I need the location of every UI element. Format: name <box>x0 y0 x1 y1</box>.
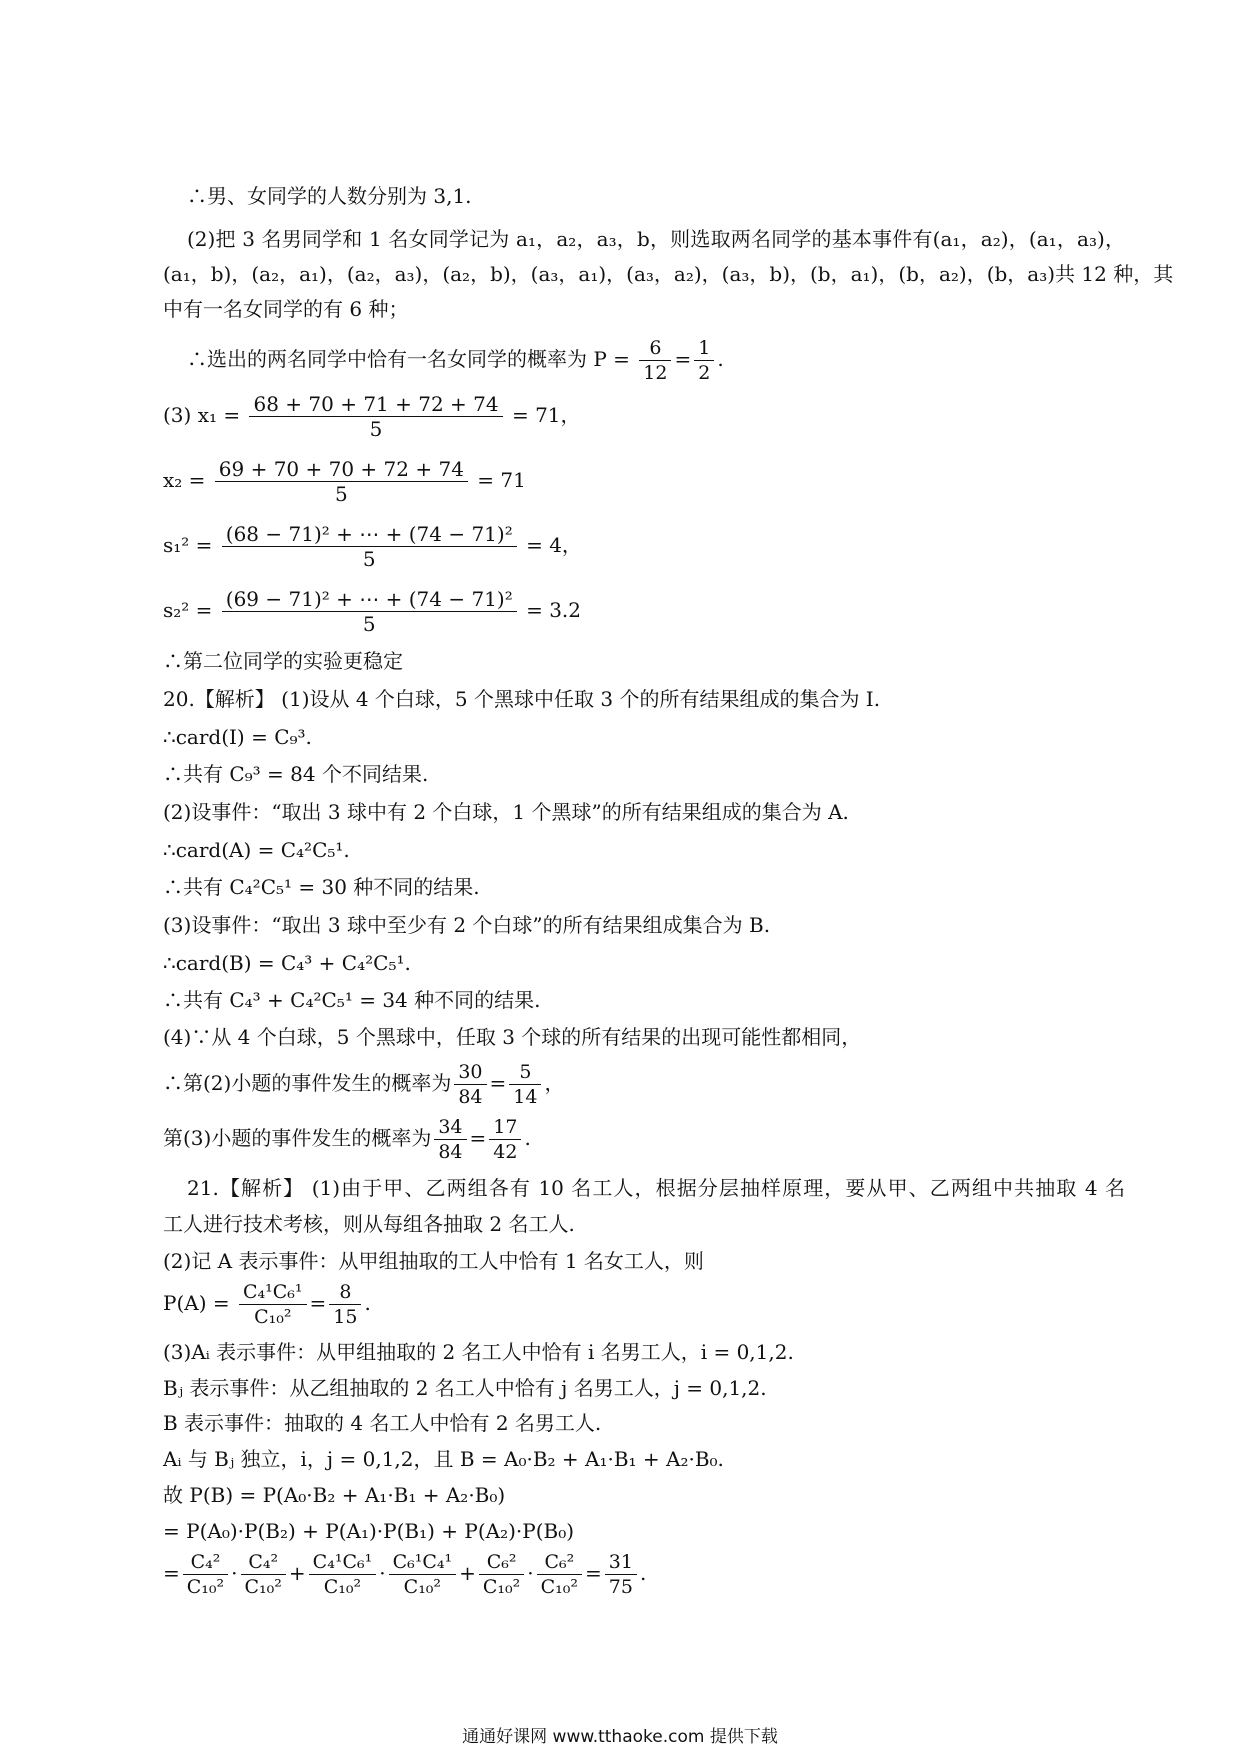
text-line: 20.【解析】 (1)设从 4 个白球，5 个黑球中任取 3 个的所有结果组成的集合为 I. <box>163 687 881 711</box>
fraction <box>222 587 517 636</box>
text-line: Aᵢ 与 Bⱼ 独立，i，j = 0,1,2，且 B = A₀·B₂ + A₁·B₁ + A₂·B₀. <box>163 1447 724 1471</box>
denominator: 2 <box>694 360 714 385</box>
denominator: 84 <box>434 1139 466 1164</box>
denominator: 5 <box>222 611 517 636</box>
denominator: C₁₀² <box>479 1574 524 1599</box>
text-segment: s₁² = <box>163 533 213 557</box>
denominator: 75 <box>605 1574 637 1599</box>
text-line: (4)∵从 4 个白球，5 个黑球中，任取 3 个球的所有结果的出现可能性都相同， <box>163 1025 862 1049</box>
text-segment: = 3.2 <box>526 598 581 622</box>
probability-line: ∴选出的两名同学中恰有一名女同学的概率为 P = $\frac{6}{12}$ = $\frac{1}{2}$ . <box>187 337 724 384</box>
denominator: C₁₀² <box>389 1574 457 1599</box>
text-line: B 表示事件：抽取的 4 名工人中恰有 2 名男工人. <box>163 1411 602 1435</box>
numerator: 68 + 70 + 71 + 72 + 74 <box>253 392 499 416</box>
text-segment: (3) x₁ = <box>163 403 241 427</box>
numerator: C₆² <box>486 1551 517 1573</box>
numerator: C₄² <box>190 1551 221 1573</box>
fraction <box>249 392 502 441</box>
fraction <box>389 1550 457 1599</box>
numerator: (68 − 71)² + ⋯ + (74 − 71)² <box>225 522 513 546</box>
text-line: (2)设事件：“取出 3 球中有 2 个白球，1 个黑球”的所有结果组成的集合为 A. <box>163 800 849 824</box>
text-segment: ∴第(2)小题的事件发生的概率为 <box>163 1071 452 1095</box>
numerator: C₄¹C₆¹ <box>312 1551 373 1573</box>
text-line: (2)把 3 名男同学和 1 名女同学记为 a₁，a₂，a₃，b，则选取两名同学的基本事件有(a₁，a₂)，(a₁，a₃)， <box>187 227 1125 251</box>
fraction <box>489 1115 521 1164</box>
text-line: (2)记 A 表示事件：从甲组抽取的工人中恰有 1 名女工人，则 <box>163 1249 704 1273</box>
numerator: 31 <box>608 1551 633 1573</box>
numerator: 8 <box>339 1281 352 1303</box>
numerator: C₄¹C₆¹ <box>242 1281 303 1303</box>
denominator: C₁₀² <box>241 1574 286 1599</box>
denominator: 84 <box>454 1084 486 1109</box>
denominator: 5 <box>222 546 517 571</box>
denominator: 5 <box>249 416 502 441</box>
text-segment: s₂² = <box>163 598 213 622</box>
text-line: ∴共有 C₄²C₅¹ = 30 种不同的结果. <box>163 875 480 899</box>
text-segment: x₂ = <box>163 468 206 492</box>
numerator: 34 <box>438 1116 463 1138</box>
probability-line-5: = $\frac{\text{C₄²}}{\text{C₁₀²}}$ · $\frac{\text{C₄²}}{\text{C₁₀²}}$ + $\frac{\text{C₄¹C₆¹}}{\text{C₁₀²}}$ · $\frac{\text{C₆¹C₄¹}}{\text{C₁₀²}}$ + $\frac{\text{C₆²}}{\text{C₁₀²}}$ · $\frac{\text{C₆²}}{\text{C₁₀²}}$ = $\frac{31}{75}$ . <box>163 1551 647 1598</box>
numerator: 69 + 70 + 70 + 72 + 74 <box>218 457 464 481</box>
probability-line-3: 第(3)小题的事件发生的概率为 $\frac{34}{84}$ = $\frac{17}{42}$ . <box>163 1116 531 1163</box>
fraction <box>329 1280 361 1329</box>
numerator: 5 <box>519 1061 532 1083</box>
denominator: C₁₀² <box>239 1304 307 1329</box>
text-segment: = 71， <box>511 403 581 427</box>
text-line: 故 P(B) = P(A₀·B₂ + A₁·B₁ + A₂·B₀) <box>163 1483 506 1507</box>
text-line: (a₁，b)，(a₂，a₁)，(a₂，a₃)，(a₂，b)，(a₃，a₁)，(a₃，a₂)，(a₃，b)，(b，a₁)，(b，a₂)，(b，a₃)共 12 种，其 <box>163 262 1174 286</box>
numerator: C₆² <box>544 1551 575 1573</box>
numerator: (69 − 71)² + ⋯ + (74 − 71)² <box>225 587 513 611</box>
text-line: ∴card(A) = C₄²C₅¹. <box>163 838 350 862</box>
text-segment: = 4， <box>526 533 582 557</box>
fraction <box>537 1550 582 1599</box>
text-line: 工人进行技术考核，则从每组各抽取 2 名工人. <box>163 1212 575 1236</box>
variance-line-2 <box>163 587 581 636</box>
fraction <box>434 1115 466 1164</box>
fraction <box>509 1060 541 1109</box>
mean-line-1 <box>163 392 581 441</box>
text-line: = P(A₀)·P(B₂) + P(A₁)·P(B₁) + P(A₂)·P(B₀) <box>163 1519 575 1543</box>
page-footer: 通通好课网 www.tthaoke.com 提供下载 <box>462 1727 778 1747</box>
denominator: C₁₀² <box>309 1574 377 1599</box>
text-line: 21.【解析】 (1)由于甲、乙两组各有 10 名工人，根据分层抽样原理，要从甲、乙两组中共抽取 4 名 <box>187 1176 1125 1200</box>
text-line: ∴共有 C₄³ + C₄²C₅¹ = 34 种不同的结果. <box>163 988 541 1012</box>
text-line: Bⱼ 表示事件：从乙组抽取的 2 名工人中恰有 j 名男工人，j = 0,1,2. <box>163 1376 767 1400</box>
text-line: 中有一名女同学的有 6 种； <box>163 297 409 321</box>
text-line: ∴第二位同学的实验更稳定 <box>163 649 403 673</box>
text-segment: P(A) = <box>163 1291 230 1315</box>
denominator: 42 <box>489 1139 521 1164</box>
text-line: (3)Aᵢ 表示事件：从甲组抽取的 2 名工人中恰有 i 名男工人，i = 0,1,2. <box>163 1340 794 1364</box>
numerator: C₆¹C₄¹ <box>392 1551 453 1573</box>
fraction <box>605 1550 637 1599</box>
denominator: 15 <box>329 1304 361 1329</box>
mean-line-2 <box>163 457 526 506</box>
fraction <box>222 522 517 571</box>
numerator: C₄² <box>248 1551 279 1573</box>
numerator: 1 <box>698 337 711 359</box>
denominator: 12 <box>639 360 671 385</box>
fraction <box>241 1550 286 1599</box>
text-line: ∴card(I) = C₉³. <box>163 725 312 749</box>
fraction <box>183 1550 228 1599</box>
text-line: ∴card(B) = C₄³ + C₄²C₅¹. <box>163 951 411 975</box>
numerator: 17 <box>493 1116 518 1138</box>
probability-line-4: P(A) = $\frac{\text{C₄¹C₆¹}}{\text{C₁₀²}}$ = $\frac{8}{15}$ . <box>163 1281 371 1328</box>
fraction <box>309 1550 377 1599</box>
text-line: ∴共有 C₉³ = 84 个不同结果. <box>163 762 429 786</box>
text-line: ∴男、女同学的人数分别为 3,1. <box>187 184 472 208</box>
fraction <box>215 457 468 506</box>
text-segment: 第(3)小题的事件发生的概率为 <box>163 1126 432 1150</box>
probability-line-2: ∴第(2)小题的事件发生的概率为 $\frac{30}{84}$ = $\frac{5}{14}$ ， <box>163 1061 565 1108</box>
fraction <box>694 336 714 385</box>
fraction <box>479 1550 524 1599</box>
denominator: 14 <box>509 1084 541 1109</box>
denominator: C₁₀² <box>183 1574 228 1599</box>
text-segment: = 71 <box>477 468 526 492</box>
numerator: 30 <box>458 1061 483 1083</box>
text-line: (3)设事件：“取出 3 球中至少有 2 个白球”的所有结果组成集合为 B. <box>163 913 771 937</box>
denominator: C₁₀² <box>537 1574 582 1599</box>
fraction <box>454 1060 486 1109</box>
fraction <box>639 336 671 385</box>
text-segment: ∴选出的两名同学中恰有一名女同学的概率为 P = <box>187 347 630 371</box>
variance-line-1 <box>163 522 582 571</box>
fraction <box>239 1280 307 1329</box>
text-segment: = <box>163 1561 180 1585</box>
numerator: 6 <box>649 337 662 359</box>
denominator: 5 <box>215 481 468 506</box>
